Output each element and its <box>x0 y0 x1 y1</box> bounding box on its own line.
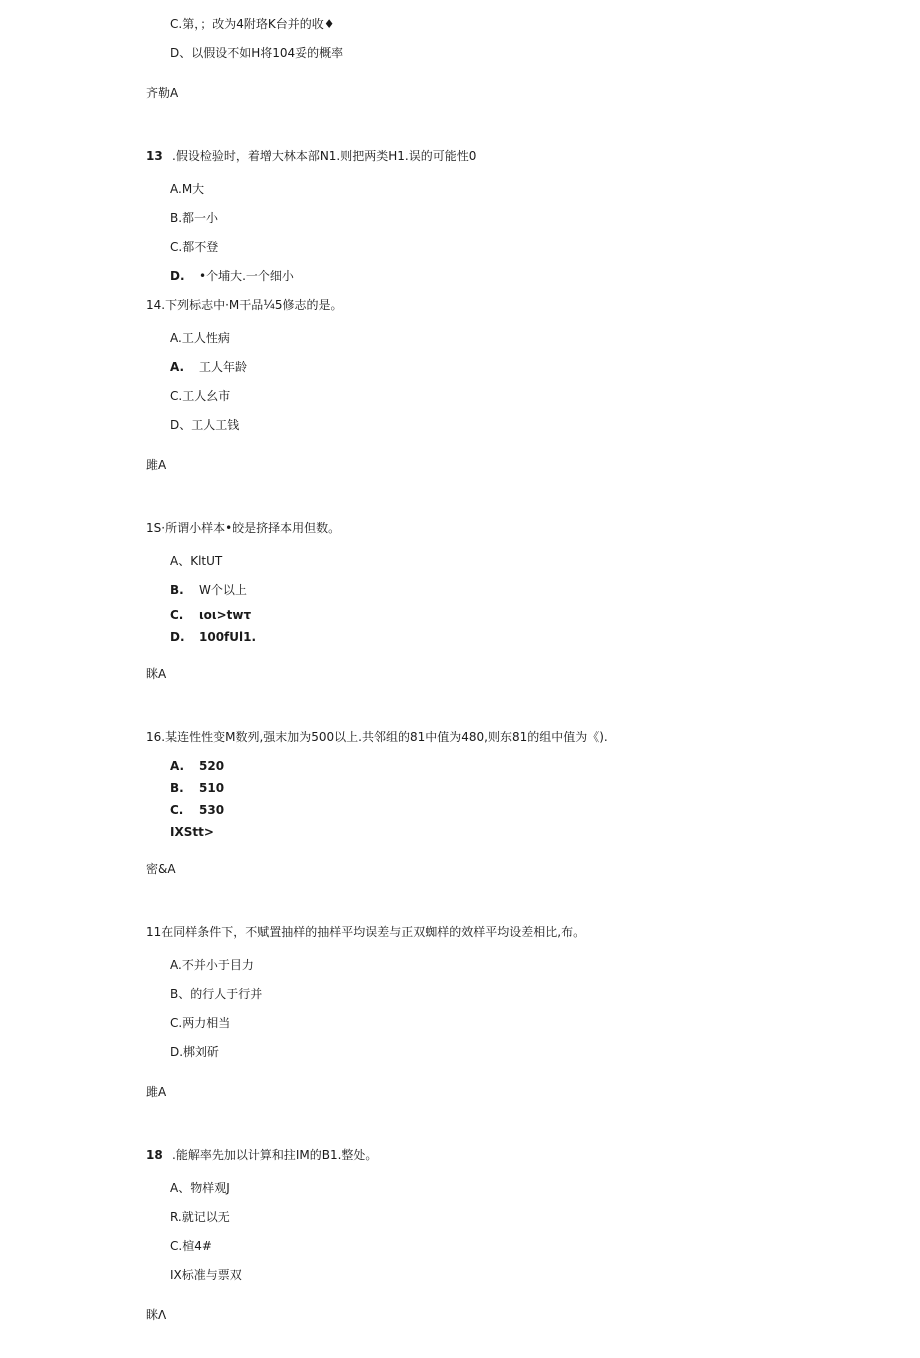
q17-question: 11在同样条件下，不赋置抽样的抽样平均误差与正双蜘样的效样平均设差相比,布。 <box>146 925 586 939</box>
q16-question: 16.某连性性变M数列,强末加为500以上.共邻组的81中值为480,则东81的组中值为《). <box>146 730 608 744</box>
q12-option-c: C.第，；改为4附珞K台并的收♦ <box>170 17 335 31</box>
q14-option-b-text: 工人年龄 <box>199 360 248 374</box>
q16-answer: 密&A <box>146 862 176 876</box>
q15-option-c-label: C. <box>170 608 184 622</box>
q15-question: 1S·所谓小样本•皎是挤择本用但数。 <box>146 521 341 535</box>
q12-option-d: D、以假设不如H将104妥的概率 <box>170 46 344 60</box>
q18-option-c: C.楦4# <box>170 1239 212 1253</box>
q15-option-c-text: ιoι>twτ <box>199 608 252 622</box>
q18-question <box>146 1147 377 1163</box>
q17-option-d: D.梆刘斫 <box>170 1045 220 1059</box>
q17-answer: 雎A <box>146 1085 167 1099</box>
q15-option-b-label: B. <box>170 583 184 597</box>
q18-number: 18 <box>146 1148 163 1162</box>
q17-option-b: B、的行人于行并 <box>170 987 263 1001</box>
q15-option-d-label: D. <box>170 630 185 644</box>
q16-option-c-label: C. <box>170 803 184 817</box>
q15-option-a: A、KltUT <box>170 554 223 568</box>
q14-answer: 雎A <box>146 458 167 472</box>
q13-question <box>146 148 476 164</box>
q18-option-b: R.就记以无 <box>170 1210 230 1224</box>
q14-option-b-label: A. <box>170 360 185 374</box>
q15-option-b-text: W个以上 <box>199 583 247 597</box>
q14-option-d: D、工人工钱 <box>170 418 240 432</box>
q15-option-d <box>170 629 256 645</box>
q16-option-c-value: 530 <box>199 803 225 817</box>
q15-option-c <box>170 607 251 623</box>
q16-option-c <box>170 802 224 818</box>
q13-option-a: A.M大 <box>170 182 205 196</box>
q15-option-d-text: 100fUl1. <box>199 630 257 644</box>
q13-option-b: B.都一小 <box>170 211 219 225</box>
q13-option-d-text: •个埔大.一个细小 <box>199 269 294 283</box>
q14-option-a: A.工人性病 <box>170 331 230 345</box>
q16-option-d-text: IXStt> <box>170 825 214 839</box>
q16-option-a-value: 520 <box>199 759 225 773</box>
q13-text: .假设检验时，着增大林本部N1.则把两类H1.误的可能性0 <box>172 149 477 163</box>
q16-option-b-value: 510 <box>199 781 225 795</box>
q16-option-b <box>170 780 224 796</box>
q13-number: 13 <box>146 149 163 163</box>
q17-option-c: C.两力相当 <box>170 1016 231 1030</box>
q16-option-a <box>170 758 224 774</box>
q16-option-b-label: B. <box>170 781 184 795</box>
q18-option-a: A、物样观J <box>170 1181 230 1195</box>
q12-answer: 齐勒A <box>146 86 179 100</box>
q14-question: 14.下列标志中·M干品¼5修志的是。 <box>146 298 343 312</box>
q18-text: .能解率先加以计算和拄IM的B1.整处。 <box>172 1148 378 1162</box>
q13-option-d-label: D. <box>170 269 185 283</box>
q15-answer: 眯A <box>146 667 167 681</box>
q18-answer: 眯Λ <box>146 1308 167 1322</box>
q16-option-d <box>170 824 214 840</box>
q14-option-c: C.工人幺市 <box>170 389 231 403</box>
q16-option-a-label: A. <box>170 759 185 773</box>
q15-option-b <box>170 582 247 598</box>
q14-option-b <box>170 359 247 375</box>
q13-option-c: C.都不登 <box>170 240 219 254</box>
q17-option-a: A.不并小于目力 <box>170 958 254 972</box>
q18-option-d: IX标准与票双 <box>170 1268 242 1282</box>
q13-option-d <box>170 268 294 284</box>
